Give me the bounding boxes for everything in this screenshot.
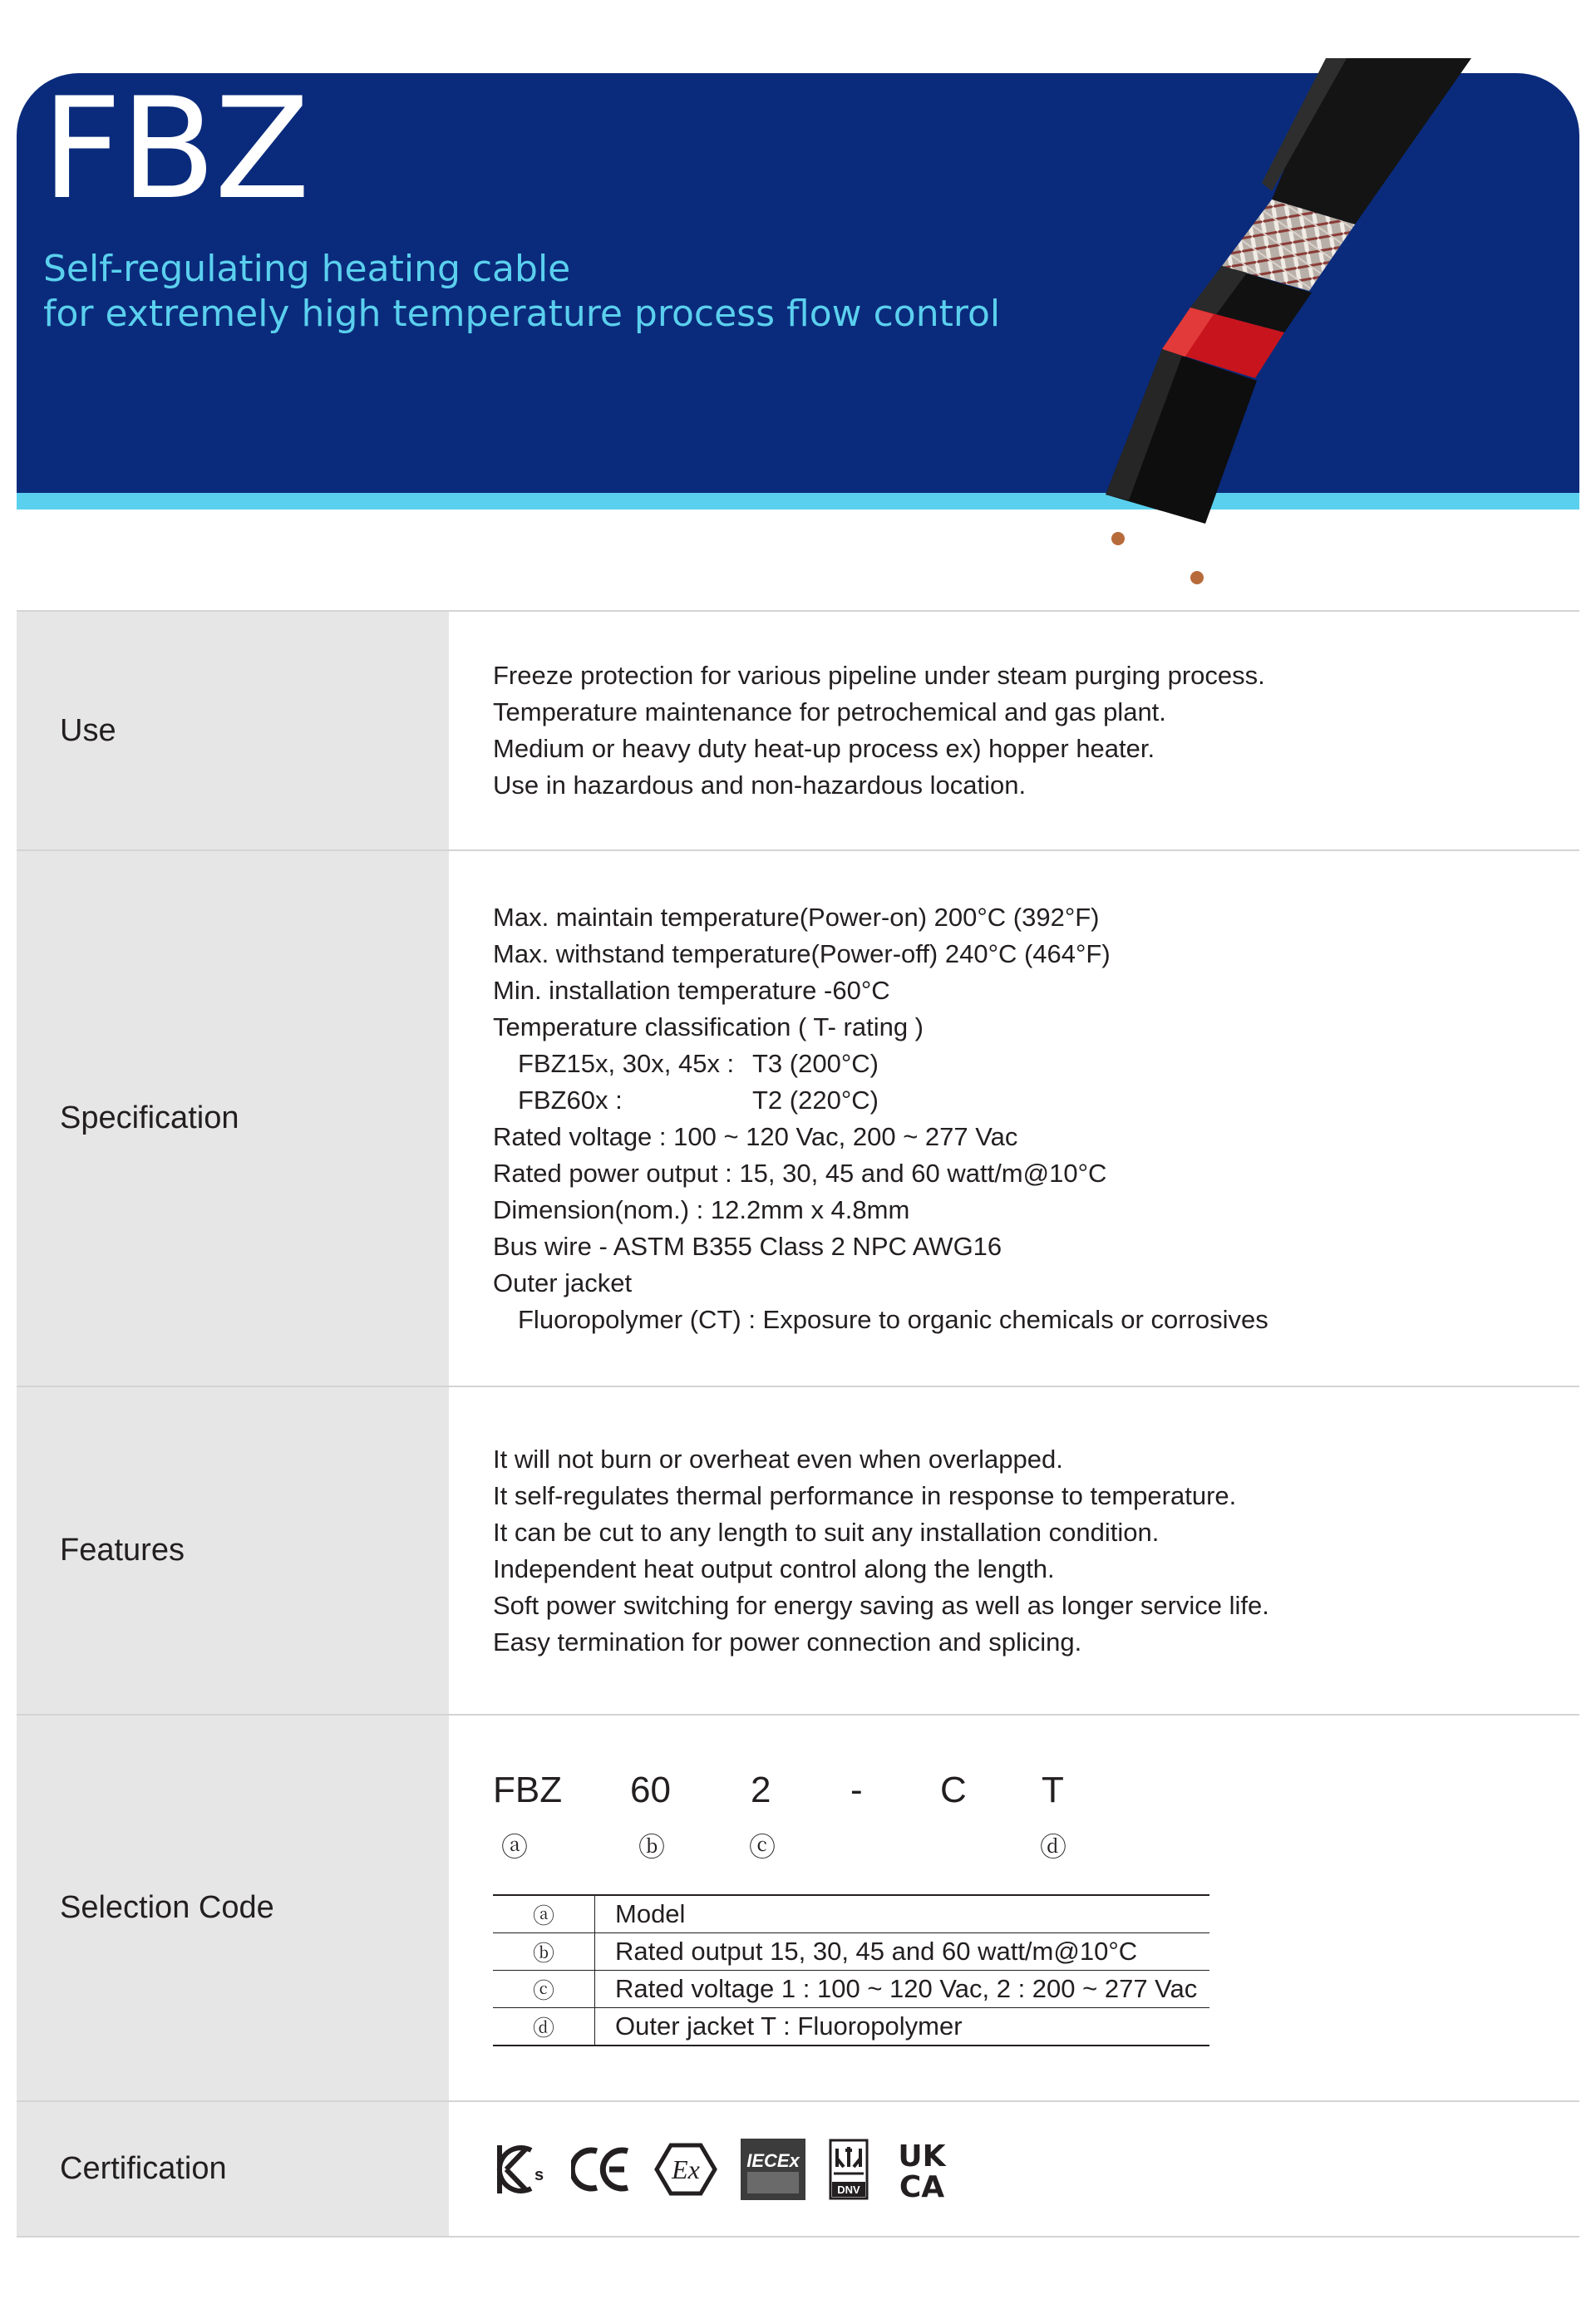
- ce-mark-icon: [571, 2144, 631, 2194]
- row-selection-code: [17, 1716, 1579, 2102]
- row-use: [17, 612, 1579, 851]
- feature-line: It can be cut to any length to suit any installation condition.: [493, 1517, 1160, 1547]
- legend-letter: ⓓ: [493, 2008, 595, 2046]
- row-label-specification: Specification: [17, 851, 449, 1386]
- feature-line: It self-regulates thermal performance in response to temperature.: [493, 1480, 1237, 1510]
- table-row: [493, 1895, 1209, 1933]
- spec-temp-class-title: Temperature classification ( T- rating ): [493, 1012, 924, 1041]
- spec-rated-power: Rated power output : 15, 30, 45 and 60 watt/m@10°C: [493, 1158, 1107, 1188]
- selection-code-markers: [493, 1821, 1209, 1868]
- legend-desc: Outer jacket T : Fluoropolymer: [595, 2008, 1210, 2046]
- temp-class-rating: T3 (200°C): [752, 1048, 879, 1078]
- row-content-certification: [449, 2102, 1579, 2236]
- feature-line: Easy termination for power connection and splicing.: [493, 1627, 1082, 1657]
- feature-line: Soft power switching for energy saving as well as longer service life.: [493, 1590, 1269, 1620]
- selection-code-legend: [493, 1894, 1209, 2046]
- table-row: [493, 1933, 1209, 1971]
- code-marker-a: ⓐ: [501, 1832, 529, 1862]
- selection-code-block: [493, 1770, 1209, 2046]
- ukca-mark-icon: [892, 2139, 952, 2200]
- subtitle-line-2: for extremely high temperature process flow control: [43, 293, 1001, 335]
- code-marker-c: ⓒ: [749, 1832, 776, 1862]
- ex-mark-icon: [654, 2142, 717, 2197]
- row-content-use: [449, 612, 1579, 849]
- row-label-features: Features: [17, 1387, 449, 1714]
- legend-desc: Rated output 15, 30, 45 and 60 watt/m@10°C: [595, 1933, 1210, 1971]
- code-marker-b: ⓑ: [638, 1832, 666, 1862]
- kcs-mark-icon: [493, 2140, 548, 2198]
- svg-text:DNV: DNV: [837, 2183, 860, 2196]
- code-part-voltage: 2: [751, 1770, 771, 1810]
- product-title: FBZ: [42, 67, 308, 230]
- svg-text:CA: CA: [899, 2169, 945, 2200]
- code-part-model: FBZ: [493, 1770, 563, 1810]
- table-row: [493, 1971, 1209, 2008]
- use-line-4: Use in hazardous and non-hazardous location.: [493, 770, 1027, 800]
- iecex-mark-icon: [741, 2139, 805, 2200]
- temp-class-model: FBZ60x :: [518, 1085, 623, 1115]
- svg-text:s: s: [534, 2165, 544, 2184]
- spec-rated-voltage: Rated voltage : 100 ~ 120 Vac, 200 ~ 277 Vac: [493, 1121, 1018, 1151]
- svg-text:UK: UK: [898, 2139, 946, 2174]
- use-line-1: Freeze protection for various pipeline under steam purging process.: [493, 661, 1265, 690]
- spec-outer-jacket-title: Outer jacket: [493, 1268, 633, 1297]
- subtitle-line-1: Self-regulating heating cable: [43, 248, 571, 290]
- spec-temp-class-row: [493, 1082, 1579, 1119]
- row-features: [17, 1387, 1579, 1716]
- heating-cable-image: [998, 58, 1480, 607]
- legend-letter: ⓐ: [493, 1895, 595, 1933]
- row-specification: [17, 851, 1579, 1387]
- row-label-use: Use: [17, 612, 449, 849]
- spec-max-maintain: Max. maintain temperature(Power-on) 200°C (392°F): [493, 902, 1100, 932]
- spec-bus-wire: Bus wire - ASTM B355 Class 2 NPC AWG16: [493, 1231, 1002, 1261]
- spec-outer-jacket-detail: Fluoropolymer (CT) : Exposure to organic chemicals or corrosives: [518, 1304, 1268, 1334]
- legend-letter: ⓒ: [493, 1971, 595, 2008]
- spec-temp-class-row: [493, 1046, 1579, 1082]
- legend-desc: Rated voltage 1 : 100 ~ 120 Vac, 2 : 200 ~ 277 Vac: [595, 1971, 1210, 2008]
- dnv-mark-icon: [829, 2139, 869, 2200]
- row-content-specification: [449, 851, 1579, 1386]
- product-subtitle: [43, 247, 1000, 337]
- spec-table: [17, 610, 1579, 2238]
- spec-max-withstand: Max. withstand temperature(Power-off) 240°C (464°F): [493, 938, 1111, 968]
- use-line-2: Temperature maintenance for petrochemical and gas plant.: [493, 697, 1166, 726]
- row-label-selection-code: Selection Code: [17, 1716, 449, 2100]
- row-certification: [17, 2102, 1579, 2238]
- code-part-braid: C: [940, 1770, 967, 1810]
- feature-line: Independent heat output control along the length.: [493, 1553, 1055, 1583]
- row-content-features: [449, 1387, 1579, 1714]
- code-part-output: 60: [630, 1770, 671, 1810]
- code-part-dash: -: [850, 1770, 863, 1810]
- feature-line: It will not burn or overheat even when overlapped.: [493, 1444, 1063, 1474]
- row-label-certification: Certification: [17, 2102, 449, 2236]
- spec-min-install: Min. installation temperature -60°C: [493, 975, 890, 1005]
- legend-letter: ⓑ: [493, 1933, 595, 1971]
- use-line-3: Medium or heavy duty heat-up process ex) hopper heater.: [493, 734, 1155, 763]
- svg-text:Ex: Ex: [672, 2154, 700, 2184]
- row-content-selection-code: [449, 1716, 1579, 2100]
- selection-code-parts: [493, 1770, 1209, 1821]
- temp-class-model: FBZ15x, 30x, 45x :: [518, 1048, 735, 1078]
- legend-desc: Model: [595, 1895, 1210, 1933]
- table-row: [493, 2008, 1209, 2046]
- temp-class-rating: T2 (220°C): [752, 1085, 879, 1115]
- certification-marks: [493, 2139, 1579, 2200]
- spec-dimension: Dimension(nom.) : 12.2mm x 4.8mm: [493, 1194, 910, 1224]
- code-part-jacket: T: [1042, 1770, 1064, 1810]
- svg-text:IECEx: IECEx: [746, 2149, 800, 2171]
- code-marker-d: ⓓ: [1040, 1832, 1067, 1862]
